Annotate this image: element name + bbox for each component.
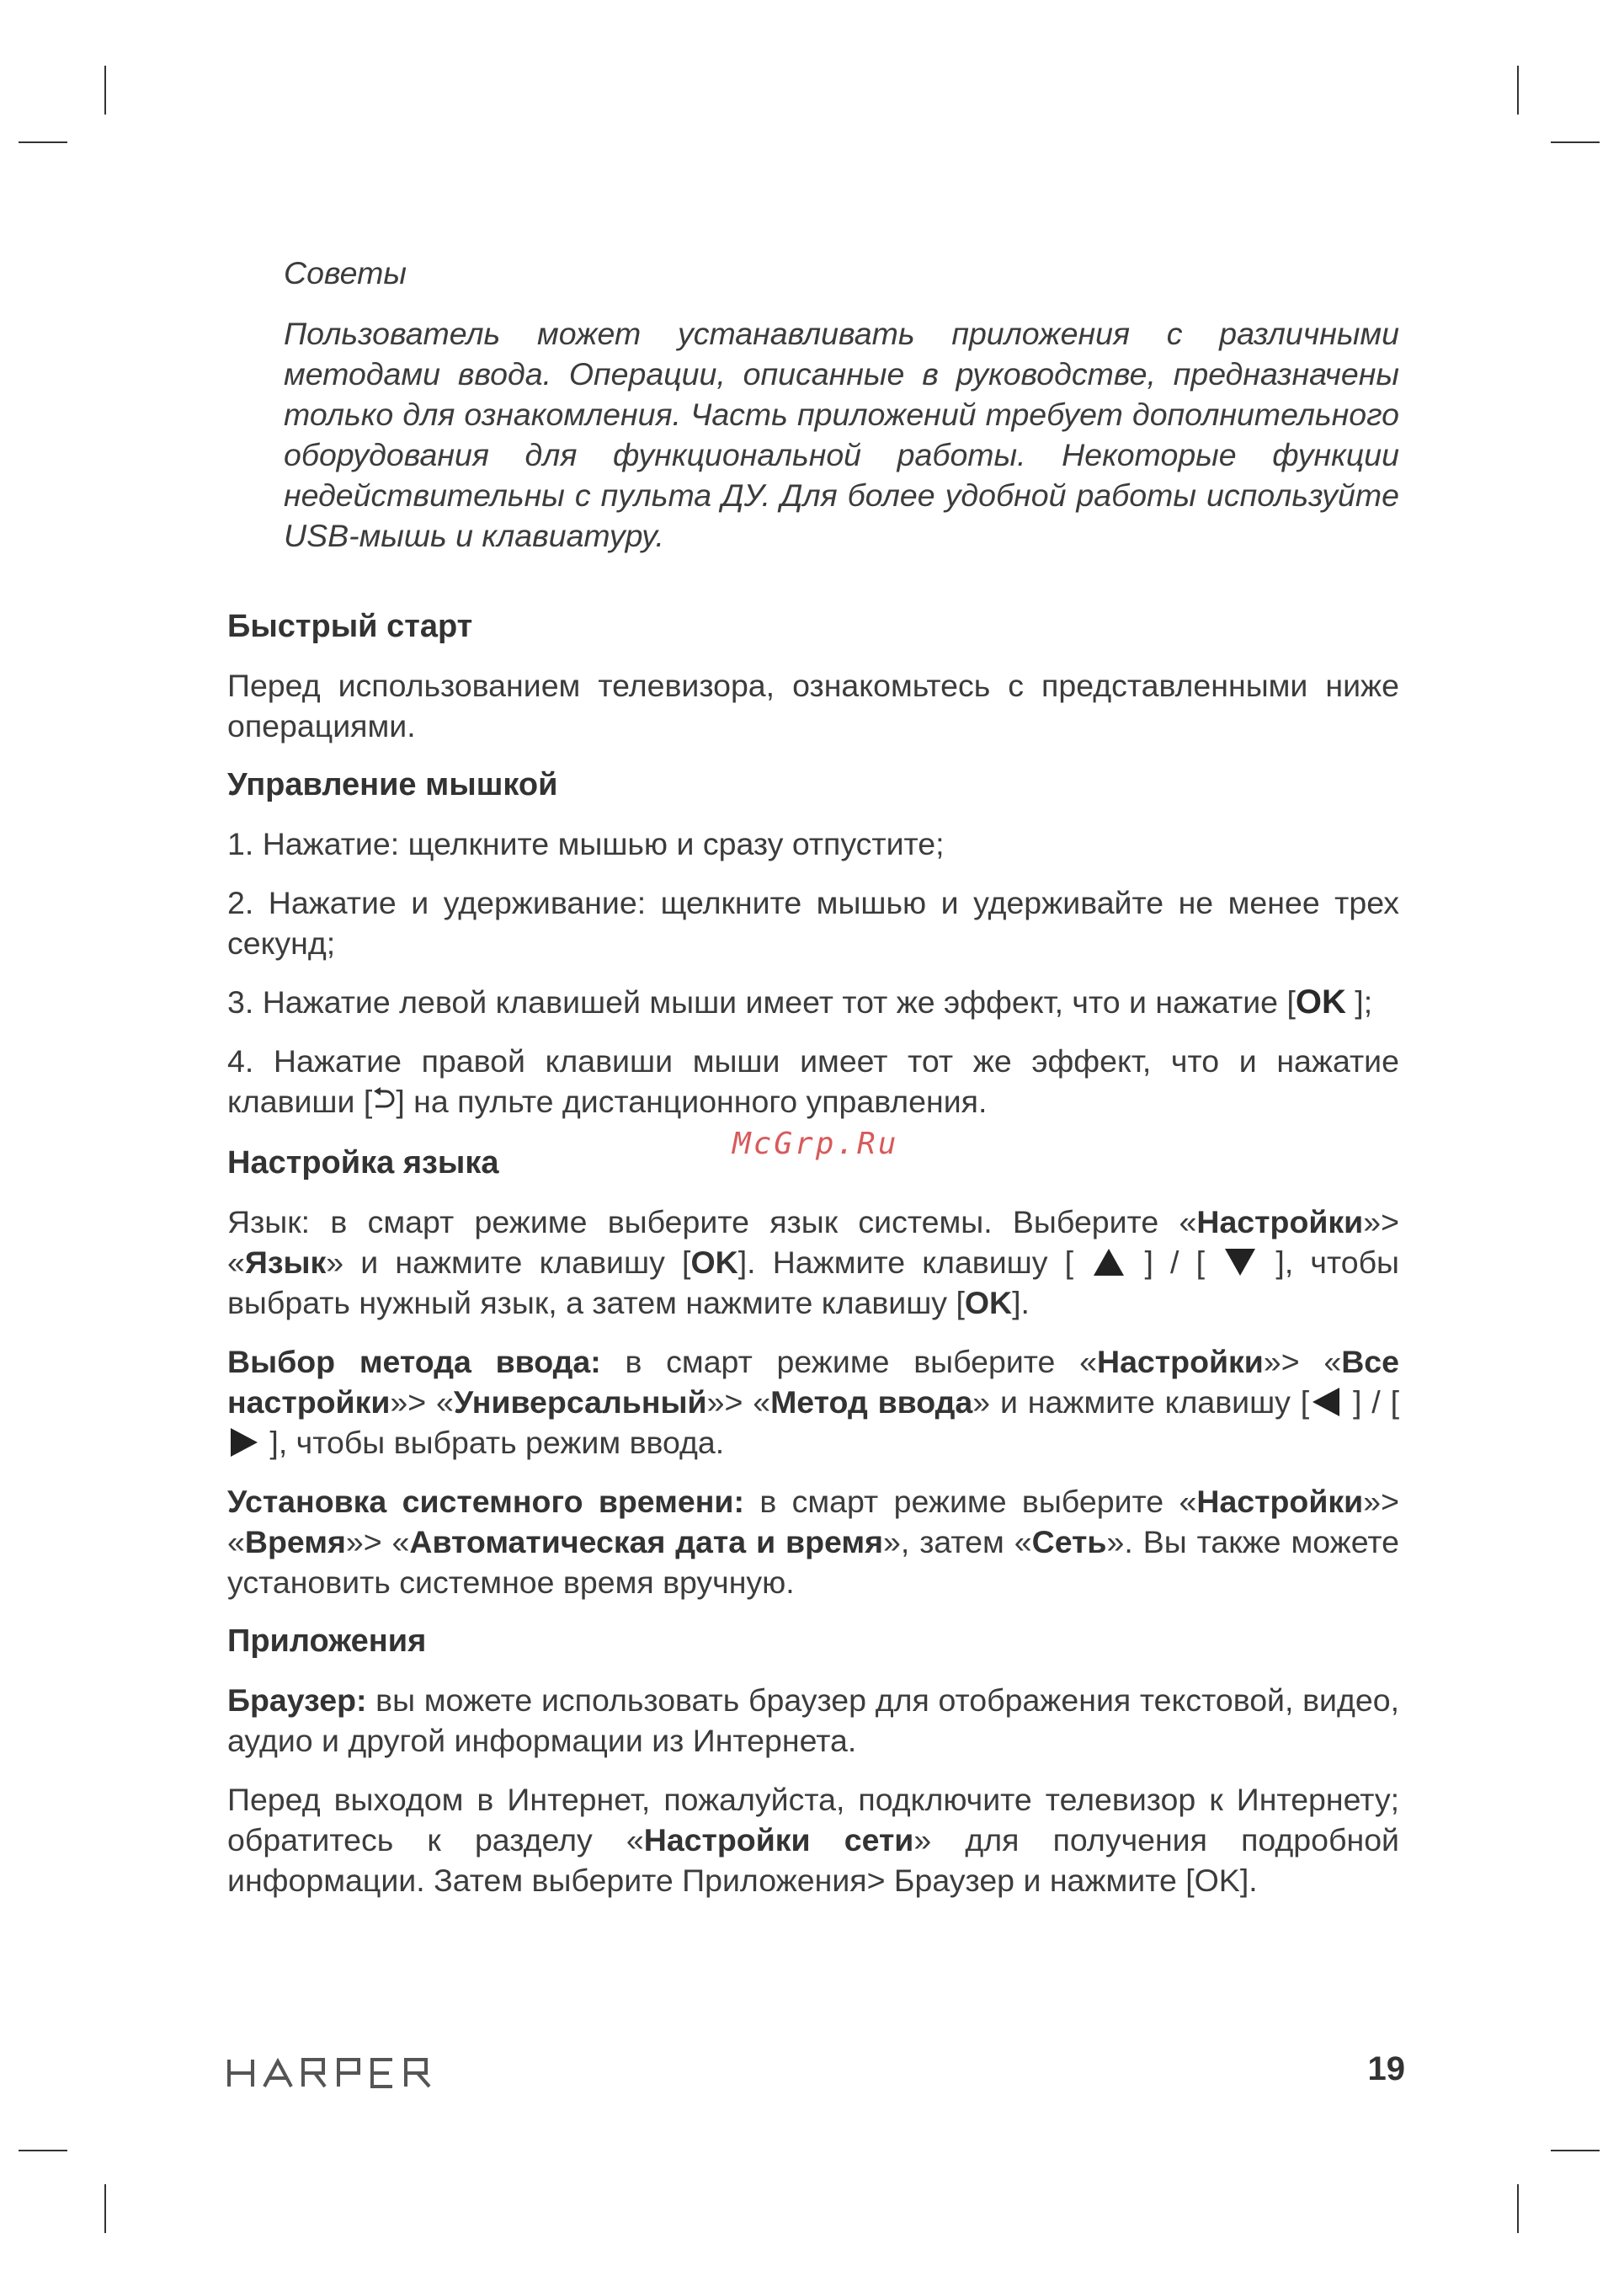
bold-run: Установка системного времени: [227,1484,744,1520]
text-run: »> « [227,1484,1399,1560]
mouse-item-3-end: ]; [1345,984,1373,1020]
text-run: » для получения подробной информации. Затем выберите Приложения> Браузер и нажмите [OK]. [227,1822,1399,1899]
text-run: ], чтобы выбрать нужный язык, а затем нажмите клавишу [ [227,1245,1400,1321]
text-run: »> « [345,1524,410,1560]
page-content [227,253,1399,1900]
mouse-item-3 [227,982,1399,1022]
crop-mark [1517,2184,1519,2233]
text-run: ». Вы также можете установить системное время вручную. [227,1524,1399,1601]
tips-body: Пользователь может устанавливать приложения с различными методами ввода. Операции, описанные в руководстве, предназначены только для ознакомления. Часть приложений требует дополнительного оборудования для функциональной работы. Некоторые функции недействительны с пульта ДУ. Для более удобной работы используйте USB-мышь и клавиатуру. [284,316,1399,553]
mouse-item-1: 1. Нажатие: щелкните мышью и сразу отпустите; [227,826,945,861]
tips-block [227,253,1399,556]
text-run: »> « [227,1204,1399,1281]
text-run: ] / [ [1343,1384,1400,1421]
crop-mark [104,66,106,115]
input-method-paragraph [227,1341,1399,1463]
text-run: в смарт режиме выберите « [600,1344,1097,1380]
text-run: » и нажмите клавишу [ [972,1384,1310,1421]
tips-title: Советы [284,255,407,290]
text-run: ]. [1012,1285,1030,1321]
crop-mark [1551,141,1600,143]
crop-mark [19,141,67,143]
text-run: в смарт режиме выберите « [743,1484,1197,1520]
text-run: Язык: в смарт режиме выберите язык системы. Выберите « [227,1204,1197,1240]
bold-run: OK [690,1245,738,1281]
text-run: »> « [390,1384,454,1421]
bold-run: OK [964,1285,1013,1321]
bold-run: Все настройки [227,1344,1400,1421]
bold-run: Выбор метода ввода: [227,1344,601,1380]
arrow-down-icon [1225,1249,1255,1276]
bold-run: Язык [244,1245,327,1281]
mouse-item-4-text: 4. Нажатие правой клавиши мыши имеет тот же эффект, что и нажатие клавиши [ [227,1043,1399,1119]
return-icon [372,1080,396,1121]
bold-run: Время [244,1524,346,1560]
browser-paragraph [227,1680,1399,1761]
quick-start-heading: Быстрый старт [227,609,473,644]
mouse-item-4-end: ] на пульте дистанционного управления. [396,1084,988,1119]
arrow-up-icon [1094,1249,1124,1276]
mouse-item-3-text: 3. Нажатие левой клавишей мыши имеет тот же эффект, что и нажатие [ [227,984,1296,1020]
bold-run: Настройки [1196,1204,1364,1240]
mouse-item-4 [227,1041,1399,1124]
crop-mark [1551,2150,1600,2151]
harper-logo [227,2056,438,2090]
quick-start-text: Перед использованием телевизора, ознакомьтесь с представленными ниже операциями. [227,668,1399,744]
crop-mark [1517,66,1519,115]
bold-run: Метод ввода [770,1384,973,1421]
language-heading: Настройка языка [227,1145,499,1181]
page-number: 19 [1367,2050,1405,2087]
bold-run: Автоматическая дата и время [409,1524,883,1560]
internet-paragraph [227,1779,1399,1900]
bold-run: Настройки [1196,1484,1364,1520]
system-time-paragraph [227,1481,1399,1602]
ok-key-label: OK [1295,983,1346,1021]
bold-run: Настройки [1097,1344,1264,1380]
text-run: »> « [1263,1344,1342,1380]
mouse-item-2: 2. Нажатие и удерживание: щелкните мышью и удерживайте не менее трех секунд; [227,885,1399,961]
text-run: вы можете использовать браузер для отображения текстовой, видео, аудио и другой информации из Интернета. [227,1682,1399,1759]
text-run: »> « [706,1384,771,1421]
arrow-left-icon [1313,1388,1339,1416]
text-run: » и нажмите клавишу [ [326,1245,691,1281]
crop-mark [104,2184,106,2233]
watermark: McGrp.Ru [732,1127,899,1161]
arrow-right-icon [231,1428,258,1457]
text-run: Перед выходом в Интернет, пожалуйста, подключите телевизор к Интернету; обратитесь к разделу « [227,1782,1399,1858]
bold-run: Браузер: [227,1682,367,1719]
apps-heading: Приложения [227,1623,427,1660]
language-paragraph [227,1202,1399,1323]
crop-mark [19,2150,67,2151]
text-run: », затем « [883,1524,1032,1560]
bold-run: Настройки сети [643,1822,914,1858]
text-run: ], чтобы выбрать режим ввода. [261,1425,725,1461]
text-run: ] / [ [1127,1245,1222,1281]
bold-run: Универсальный [453,1384,707,1421]
mouse-heading: Управление мышкой [227,767,558,802]
bold-run: Сеть [1031,1524,1107,1560]
text-run: ]. Нажмите клавишу [ [737,1245,1091,1281]
